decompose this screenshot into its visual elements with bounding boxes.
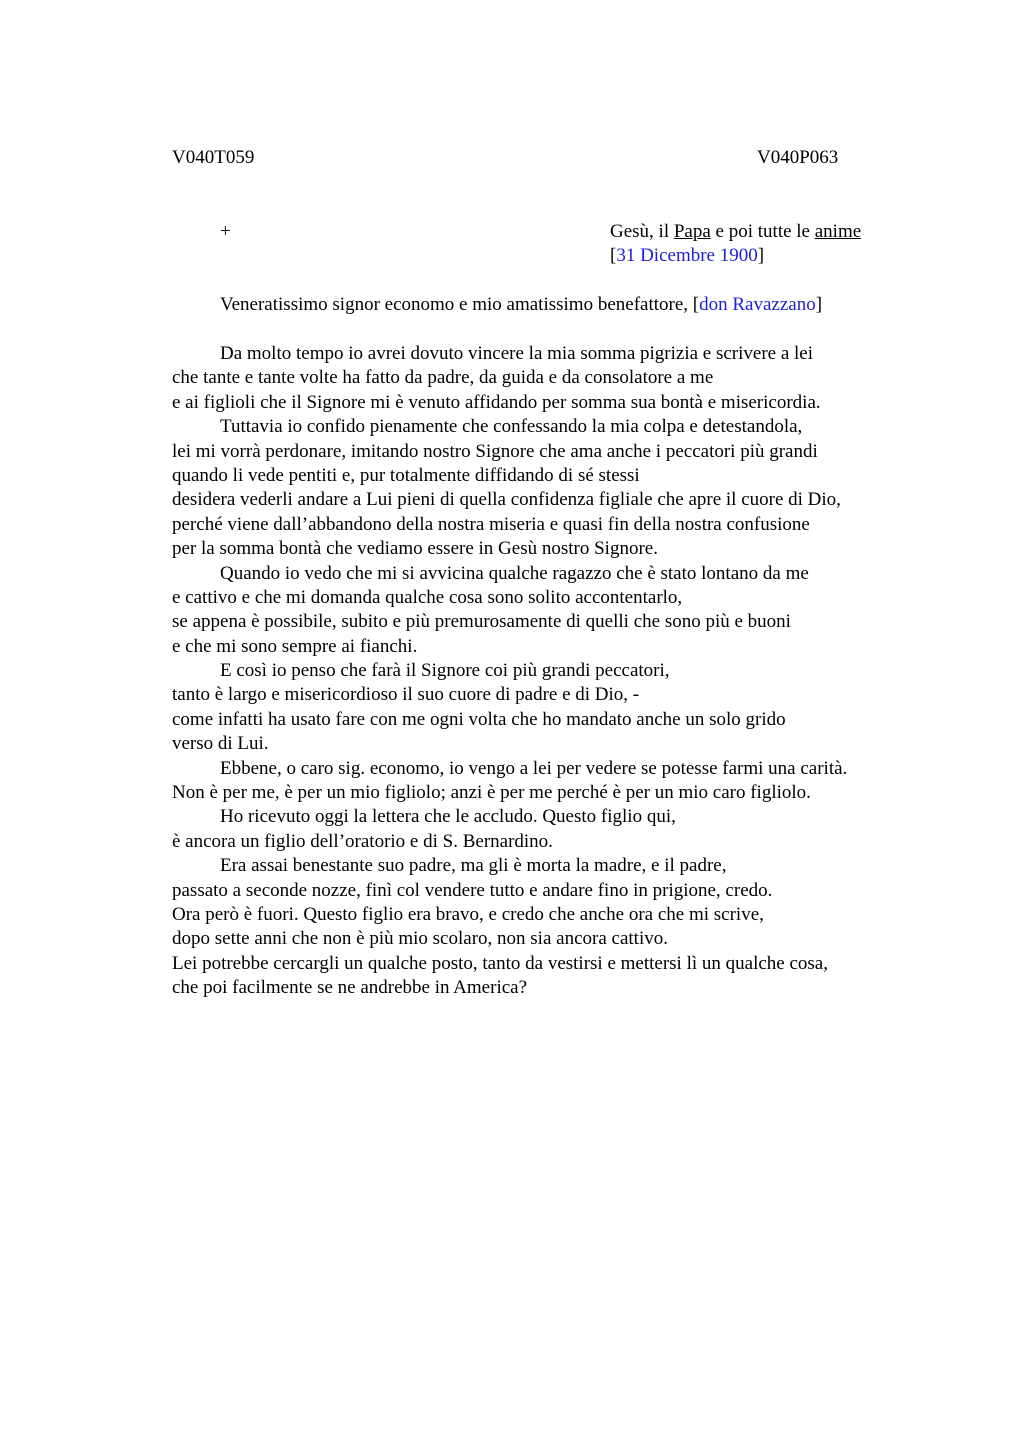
body-line: quando li vede pentiti e, pur totalmente diffidando di sé stessi bbox=[172, 464, 640, 486]
recipient-name: don Ravazzano bbox=[699, 294, 816, 315]
body-line: desidera vederli andare a Lui pieni di quella confidenza figliale che apre il cuore di Dio, bbox=[172, 489, 841, 511]
document-code-left: V040T059 bbox=[172, 147, 255, 168]
motto-papa: Papa bbox=[673, 221, 711, 242]
cross-mark: + bbox=[220, 221, 231, 242]
date-bracket-close: ] bbox=[757, 245, 765, 266]
date-line bbox=[610, 244, 764, 268]
body-line: perché viene dall’abbandono della nostra miseria e quasi fin della nostra confusione bbox=[172, 513, 810, 535]
body-line: e cattivo e che mi domanda qualche cosa sono solito accontentarlo, bbox=[172, 586, 683, 608]
body-line: passato a seconde nozze, finì col vendere tutto e andare fino in prigione, credo. bbox=[172, 879, 773, 901]
body-line: Ora però è fuori. Questo figlio era bravo, e credo che anche ora che mi scrive, bbox=[172, 903, 764, 925]
body-line: che tante e tante volte ha fatto da padre, da guida e da consolatore a me bbox=[172, 367, 714, 389]
motto-prefix: Gesù, il bbox=[610, 221, 674, 242]
body-line: e ai figlioli che il Signore mi è venuto affidando per somma sua bontà e misericordia. bbox=[172, 391, 821, 413]
body-line: tanto è largo e misericordioso il suo cuore di padre e di Dio, - bbox=[172, 684, 640, 706]
date-bracket-open: [ bbox=[610, 245, 617, 266]
body-line: Era assai benestante suo padre, ma gli è morta la madre, e il padre, bbox=[220, 855, 727, 877]
body-line: Da molto tempo io avrei dovuto vincere la mia somma pigrizia e scrivere a lei bbox=[220, 343, 814, 364]
body-line: dopo sette anni che non è più mio scolaro, non sia ancora cattivo. bbox=[172, 928, 668, 950]
body-line: se appena è possibile, subito e più premurosamente di quelli che sono più e buoni bbox=[172, 611, 791, 633]
body-line: è ancora un figlio dell’oratorio e di S. Bernardino. bbox=[172, 830, 553, 852]
motto-middle: e poi tutte le bbox=[710, 221, 815, 242]
body-line: Ebbene, o caro sig. economo, io vengo a lei per vedere se potesse farmi una carità. bbox=[220, 757, 848, 779]
motto-anime: anime bbox=[814, 221, 862, 242]
letter-body bbox=[172, 342, 932, 1001]
body-line: che poi facilmente se ne andrebbe in America? bbox=[172, 977, 528, 999]
body-line: Ho ricevuto oggi la lettera che le accludo. Questo figlio qui, bbox=[220, 806, 676, 828]
body-line: lei mi vorrà perdonare, imitando nostro Signore che ama anche i peccatori più grandi bbox=[172, 440, 818, 462]
body-line: per la somma bontà che vediamo essere in Gesù nostro Signore. bbox=[172, 538, 658, 560]
body-line: Tuttavia io confido pienamente che confessando la mia colpa e detestandola, bbox=[220, 416, 803, 438]
body-line: Lei potrebbe cercargli un qualche posto, tanto da vestirsi e mettersi lì un qualche cosa, bbox=[172, 952, 828, 974]
body-line: come infatti ha usato fare con me ogni volta che ho mandato anche un solo grido bbox=[172, 708, 786, 730]
body-line: e che mi sono sempre ai fianchi. bbox=[172, 635, 418, 657]
salutation-bracket-open: [ bbox=[692, 294, 700, 315]
salutation bbox=[220, 293, 822, 317]
salutation-bracket-close: ] bbox=[815, 294, 823, 315]
motto-line bbox=[610, 220, 861, 244]
body-line: E così io penso che farà il Signore coi più grandi peccatori, bbox=[220, 660, 670, 682]
body-line: verso di Lui. bbox=[172, 733, 269, 755]
salutation-text: Veneratissimo signor economo e mio amatissimo benefattore, bbox=[220, 294, 693, 315]
body-line: Non è per me, è per un mio figliolo; anzi è per me perché è per un mio caro figliolo. bbox=[172, 782, 811, 804]
body-line: Quando io vedo che mi si avvicina qualche ragazzo che è stato lontano da me bbox=[220, 562, 809, 584]
document-code-right: V040P063 bbox=[757, 147, 839, 168]
letter-date: 31 Dicembre 1900 bbox=[616, 245, 758, 266]
